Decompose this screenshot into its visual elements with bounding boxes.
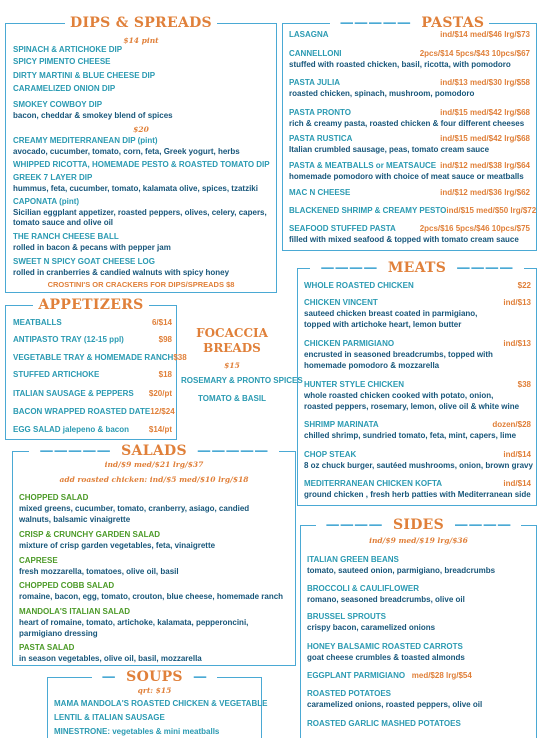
side-row: EGGPLANT PARMIGIANO med/$28 lrg/$54 [307,671,472,680]
appetizer-row: VEGETABLE TRAY & HOMEMADE RANCH $38 [13,353,187,362]
focaccia-title-1: FOCACCIA [196,326,268,340]
appetizers-title: APPETIZERS [33,297,148,313]
focaccia-item: ROSEMARY & PRONTO SPICES [181,376,303,385]
pasta-desc: homemade pomodoro with choice of meat sauce or meatballs [289,172,524,181]
dip-desc: Sicilian eggplant appetizer, roasted peppers, olives, celery, capers, [13,208,267,217]
pasta-row: PASTA PRONTO ind/$15 med/$42 lrg/$68 [289,108,530,117]
pasta-row: PASTA JULIA ind/$13 med/$30 lrg/$58 [289,78,530,87]
pasta-desc: stuffed with roasted chicken, basil, ricotta, with pomodoro [289,60,511,69]
meat-desc: whole roasted chicken cooked with potato, onion, [304,391,494,400]
meat-desc: sauteed chicken breast coated in parmigiano, [304,309,478,318]
side-desc: caramelized onions, roasted peppers, olive oil [307,700,483,709]
meat-row: SHRIMP MARINATA dozen/$28 [304,420,531,429]
side-desc: goat cheese crumbles & toasted almonds [307,653,465,662]
salad-desc: walnuts, balsamic vinaigrette [19,515,131,524]
dip-desc: rolled in cranberries & candied walnuts with spicy honey [13,268,230,277]
crostini-note: CROSTINI'S OR CRACKERS FOR DIPS/SPREADS $8 [47,280,235,289]
dip-item: GREEK 7 LAYER DIP [13,173,93,182]
dip-desc: rolled in bacon & pecans with pepper jam [13,243,171,252]
dip-desc: bacon, cheddar & smokey blend of spices [13,111,173,120]
dip-item: SPINACH & ARTICHOKE DIP [13,45,123,54]
salad-desc: fresh mozzarella, tomatoes, olive oil, basil [19,567,179,576]
meat-row: CHOP STEAK ind/$14 [304,450,531,459]
meat-desc: ground chicken , fresh herb patties with Mediterranean side [304,490,531,499]
meat-desc: topped with artichoke heart, lemon butter [304,320,462,329]
appetizers-section [5,297,187,440]
side-desc: romano, seasoned breadcrumbs, olive oil [307,595,465,604]
focaccia-title-2: BREADS [203,341,261,355]
pasta-row: LASAGNA ind/$14 med/$46 lrg/$73 [289,30,530,39]
side-desc: crispy bacon, caramelized onions [307,623,436,632]
dip-desc: avocado, cucumber, tomato, corn, feta, Greek yogurt, herbs [13,147,240,156]
pasta-row: BLACKENED SHRIMP & CREAMY PESTO ind/$15 med/$50 lrg/$72 [289,206,537,215]
soup-item: MAMA MANDOLA'S ROASTED CHICKEN & VEGETABLE [54,699,268,708]
appetizer-row: STUFFED ARTICHOKE $18 [13,370,172,379]
appetizer-row: MEATBALLS 6/$14 [13,318,172,327]
sides-price: ind/$9 med/$19 lrg/$36 [369,536,468,545]
salads-title: ————— SALADS ————— [29,443,278,459]
dip-desc: hummus, feta, cucumber, tomato, kalamata olive, spices, tzatziki [13,184,258,193]
dip-item: SWEET N SPICY GOAT CHEESE LOG [13,257,155,266]
meat-row: CHICKEN VINCENT ind/$13 [304,298,531,307]
meat-row: MEDITERRANEAN CHICKEN KOFTA ind/$14 [304,479,531,488]
sides-title: ———— SIDES ———— [316,517,522,533]
dips-price-20: $20 [133,125,149,134]
soups-title: — SOUPS — [92,669,218,685]
meat-desc: 8 oz chuck burger, sautéed mushrooms, onion, brown gravy [304,461,533,470]
pasta-row: PASTA RUSTICA ind/$15 med/$42 lrg/$68 [289,134,530,143]
pasta-row: CANNELLONI 2pcs/$14 5pcs/$43 10pcs/$67 [289,49,530,58]
salad-name: PASTA SALAD [19,643,75,652]
salad-name: CHOPPED SALAD [19,493,89,502]
dips-section [5,15,277,293]
sides-section [300,517,537,738]
salad-desc: mixed greens, cucumber, tomato, cranberry, asiago, candied [19,504,250,513]
meat-desc: roasted peppers, rosemary, lemon, olive oil & white wine [304,402,520,411]
side-name: HONEY BALSAMIC ROASTED CARROTS [307,642,463,651]
appetizer-row: EGG SALAD jalepeno & bacon $14/pt [13,425,172,434]
salad-name: CAPRESE [19,556,58,565]
meat-row: CHICKEN PARMIGIANO ind/$13 [304,339,531,348]
salad-desc: in season vegetables, olive oil, basil, mozzarella [19,654,202,663]
dip-item: CAPONATA (pint) [13,197,80,206]
pasta-row: PASTA & MEATBALLS or MEATSAUCE ind/$12 med/$38 lrg/$64 [289,161,530,170]
salad-name: MANDOLA'S ITALIAN SALAD [19,607,131,616]
pasta-desc: Italian crumbled sausage, peas, tomato cream sauce [289,145,490,154]
salad-desc: mixture of crisp garden vegetables, feta, vinaigrette [19,541,216,550]
side-name: BRUSSEL SPROUTS [307,612,386,621]
dip-item: SMOKEY COWBOY DIP [13,100,103,109]
meats-title: ———— MEATS ———— [310,260,523,276]
pasta-desc: filled with mixed seafood & topped with tomato cream sauce [289,235,519,244]
side-name: ROASTED GARLIC MASHED POTATOES [307,719,461,728]
appetizer-row: ITALIAN SAUSAGE & PEPPERS $20/pt [13,389,172,398]
soup-item: LENTIL & ITALIAN SAUSAGE [54,713,165,722]
salads-section [12,443,296,666]
pastas-section [282,15,537,251]
dip-item: CARAMELIZED ONION DIP [13,84,116,93]
side-desc: tomato, sauteed onion, parmigiano, breadcrumbs [307,566,496,575]
salad-name: CHOPPED COBB SALAD [19,581,115,590]
dip-item: DIRTY MARTINI & BLUE CHEESE DIP [13,71,156,80]
dip-item: WHIPPED RICOTTA, HOMEMADE PESTO & ROASTED TOMATO DIP [13,160,270,169]
appetizer-row: BACON WRAPPED ROASTED DATE 12/$24 [13,407,175,416]
focaccia-price: $15 [224,361,240,370]
dip-item: SPICY PIMENTO CHEESE [13,57,111,66]
pastas-title: ————— PASTAS [330,15,490,31]
dip-item: CREAMY MEDITERRANEAN DIP (pint) [13,136,158,145]
pasta-row: SEAFOOD STUFFED PASTA 2pcs/$16 5pcs/$46 10pcs/$75 [289,224,530,233]
soups-price: qrt: $15 [137,686,172,695]
pasta-desc: roasted chicken, spinach, mushroom, pomodoro [289,89,475,98]
pasta-row: MAC N CHEESE ind/$12 med/$36 lrg/$62 [289,188,530,197]
dip-desc: tomato sauce and olive oil [13,218,114,227]
dip-item: THE RANCH CHEESE BALL [13,232,119,241]
focaccia-item: TOMATO & BASIL [198,394,266,403]
salad-desc: heart of romaine, tomato, artichoke, kalamata, pepperoncini, [19,618,249,627]
salad-desc: romaine, bacon, egg, tomato, crouton, blue cheese, homemade ranch [19,592,284,601]
pasta-desc: rich & creamy pasta, roasted chicken & four different cheeses [289,119,525,128]
meats-section [297,260,537,506]
salad-name: CRISP & CRUNCHY GARDEN SALAD [19,530,161,539]
salad-desc: parmigiano dressing [19,629,98,638]
side-name: BROCCOLI & CAULIFLOWER [307,584,419,593]
salads-add-chicken: add roasted chicken: ind/$5 med/$10 lrg/$18 [59,475,249,484]
soups-section [47,669,268,738]
meat-row: HUNTER STYLE CHICKEN $38 [304,380,531,389]
dips-price-pint: $14 pint [123,36,159,45]
focaccia-section [181,326,303,412]
dips-title: DIPS & SPREADS [65,15,217,31]
side-name: ROASTED POTATOES [307,689,392,698]
appetizer-row: ANTIPASTO TRAY (12-15 ppl) $98 [13,335,172,344]
side-name: ITALIAN GREEN BEANS [307,555,399,564]
salads-price: ind/$9 med/$21 lrg/$37 [104,460,204,469]
soup-item: MINESTRONE: vegetables & mini meatballs [54,727,220,736]
meat-desc: chilled shrimp, sundried tomato, feta, mint, capers, lime [304,431,517,440]
meat-row: WHOLE ROASTED CHICKEN $22 [304,281,531,290]
meat-desc: homemade pomodoro & mozzarella [304,361,440,370]
meat-desc: encrusted in seasoned breadcrumbs, topped with [304,350,493,359]
